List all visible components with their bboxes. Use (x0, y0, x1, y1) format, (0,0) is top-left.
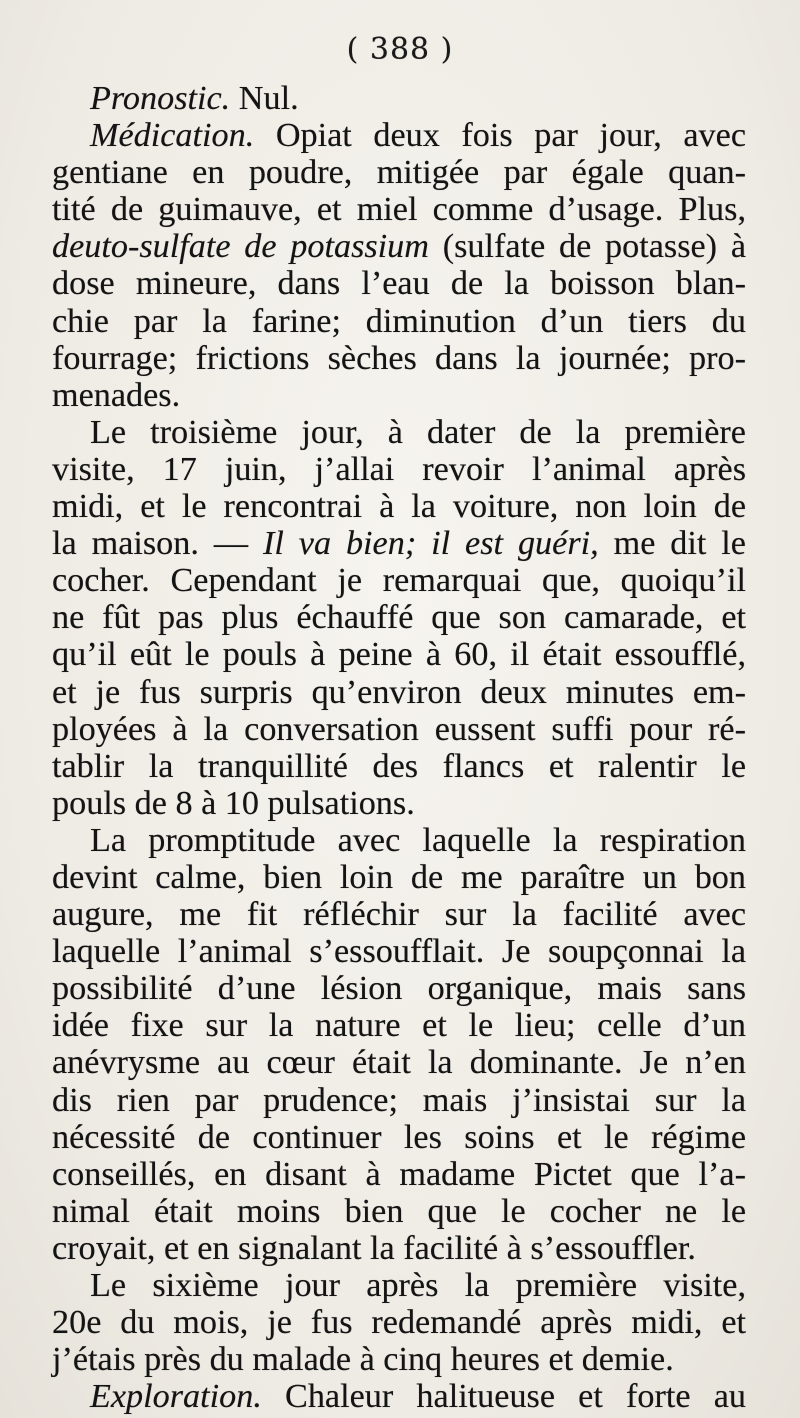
text-line (52, 859, 746, 896)
text-run: gentiane en poudre, mitigée par égale quan- (52, 154, 746, 192)
text-line (52, 1304, 746, 1341)
text-line (52, 488, 746, 525)
text-run: j’étais près du malade à cinq heures et demie. (52, 1341, 674, 1379)
text-run: Chaleur halitueuse et forte au (261, 1378, 746, 1416)
text-line (52, 1044, 746, 1081)
text-line (52, 1378, 746, 1415)
text-run: cocher. Cependant je remarquai que, quoiqu’il (52, 562, 746, 600)
text-run: dose mineure, dans l’eau de la boisson blan- (52, 265, 746, 303)
text-run: ne fût pas plus échauffé que son camarade, et (52, 599, 746, 637)
text-run: Le sixième jour après la première visite, (90, 1267, 746, 1304)
text-run: augure, me fit réfléchir sur la facilité avec (52, 896, 746, 934)
text-line (52, 191, 746, 228)
text-line (52, 785, 746, 822)
text-run: tité de guimauve, et miel comme d’usage. Plus, (52, 191, 746, 229)
text-run: fourrage; frictions sèches dans la journée; pro- (52, 339, 746, 377)
text-line (52, 377, 746, 414)
text-run: ployées à la conversation eussent suffi pour ré- (52, 710, 746, 748)
italic-text-run: deuto-sulfate de potassium (52, 228, 429, 266)
page-body-text (52, 80, 746, 1415)
text-line (52, 1230, 746, 1267)
text-run: laquelle l’animal s’essoufflait. Je soupçonnai la (52, 933, 746, 971)
text-run: midi, et le rencontrai à la voiture, non loin de (52, 488, 746, 526)
text-run: 20e du mois, je fus redemandé après midi, et (52, 1304, 746, 1342)
text-line (52, 933, 746, 970)
text-line (52, 711, 746, 748)
text-run: Opiat deux fois par jour, avec (254, 117, 746, 155)
text-line (52, 414, 746, 451)
text-line (52, 970, 746, 1007)
text-line (52, 303, 746, 340)
page-number: ( 388 ) (346, 32, 454, 67)
text-run: nécessité de continuer les soins et le régime (52, 1118, 746, 1156)
text-line (52, 896, 746, 933)
text-run: visite, 17 juin, j’allai revoir l’animal après (52, 450, 746, 488)
text-line (52, 265, 746, 302)
italic-text-run: Pronostic. (90, 80, 231, 117)
italic-text-run: Il va bien; il est guéri, (262, 525, 599, 563)
text-line (52, 562, 746, 599)
text-run: Nul. (230, 80, 299, 117)
text-line (52, 748, 746, 785)
text-line (52, 117, 746, 154)
text-line (52, 1156, 746, 1193)
text-run: devint calme, bien loin de me paraître un bon (52, 858, 746, 896)
text-run: nimal était moins bien que le cocher ne le (52, 1192, 746, 1230)
text-line (52, 1341, 746, 1378)
text-run: Le troisième jour, à dater de la première (90, 413, 746, 451)
text-run: pouls de 8 à 10 pulsations. (52, 784, 415, 822)
text-run: menades. (52, 376, 181, 414)
text-run: et je fus surpris qu’environ deux minutes em- (52, 673, 746, 711)
text-run: chie par la farine; diminution d’un tiers du (52, 302, 746, 340)
text-run: tablir la tranquillité des flancs et ralentir le (52, 747, 746, 785)
text-line (52, 1119, 746, 1156)
text-run: dis rien par prudence; mais j’insistai sur la (52, 1081, 746, 1119)
text-line (52, 674, 746, 711)
text-run: idée fixe sur la nature et le lieu; celle d’un (52, 1007, 746, 1045)
text-run: anévrysme au cœur était la dominante. Je n’en (52, 1044, 746, 1082)
text-run: qu’il eût le pouls à peine à 60, il était essoufflé, (52, 636, 746, 674)
text-run: la maison. — (52, 525, 263, 563)
italic-text-run: Exploration. (90, 1378, 262, 1416)
italic-text-run: Médication. (90, 117, 255, 155)
text-line (52, 1007, 746, 1044)
text-run: me dit le (598, 525, 746, 563)
text-line (52, 822, 746, 859)
text-line (52, 599, 746, 636)
text-run: La promptitude avec laquelle la respiration (90, 821, 746, 859)
text-run: possibilité d’une lésion organique, mais sans (52, 970, 746, 1008)
text-line (52, 1193, 746, 1230)
text-line (52, 636, 746, 673)
text-run: (sulfate de potasse) à (428, 228, 747, 266)
text-line (52, 228, 746, 265)
text-line (52, 1082, 746, 1119)
text-line (52, 80, 746, 117)
text-line (52, 154, 746, 191)
text-line (52, 1267, 746, 1304)
text-run: croyait, et en signalant la facilité à s’essouffler. (52, 1229, 696, 1267)
text-line (52, 451, 746, 488)
text-line (52, 525, 746, 562)
text-line (52, 340, 746, 377)
text-run: conseillés, en disant à madame Pictet que l’a- (52, 1155, 746, 1193)
